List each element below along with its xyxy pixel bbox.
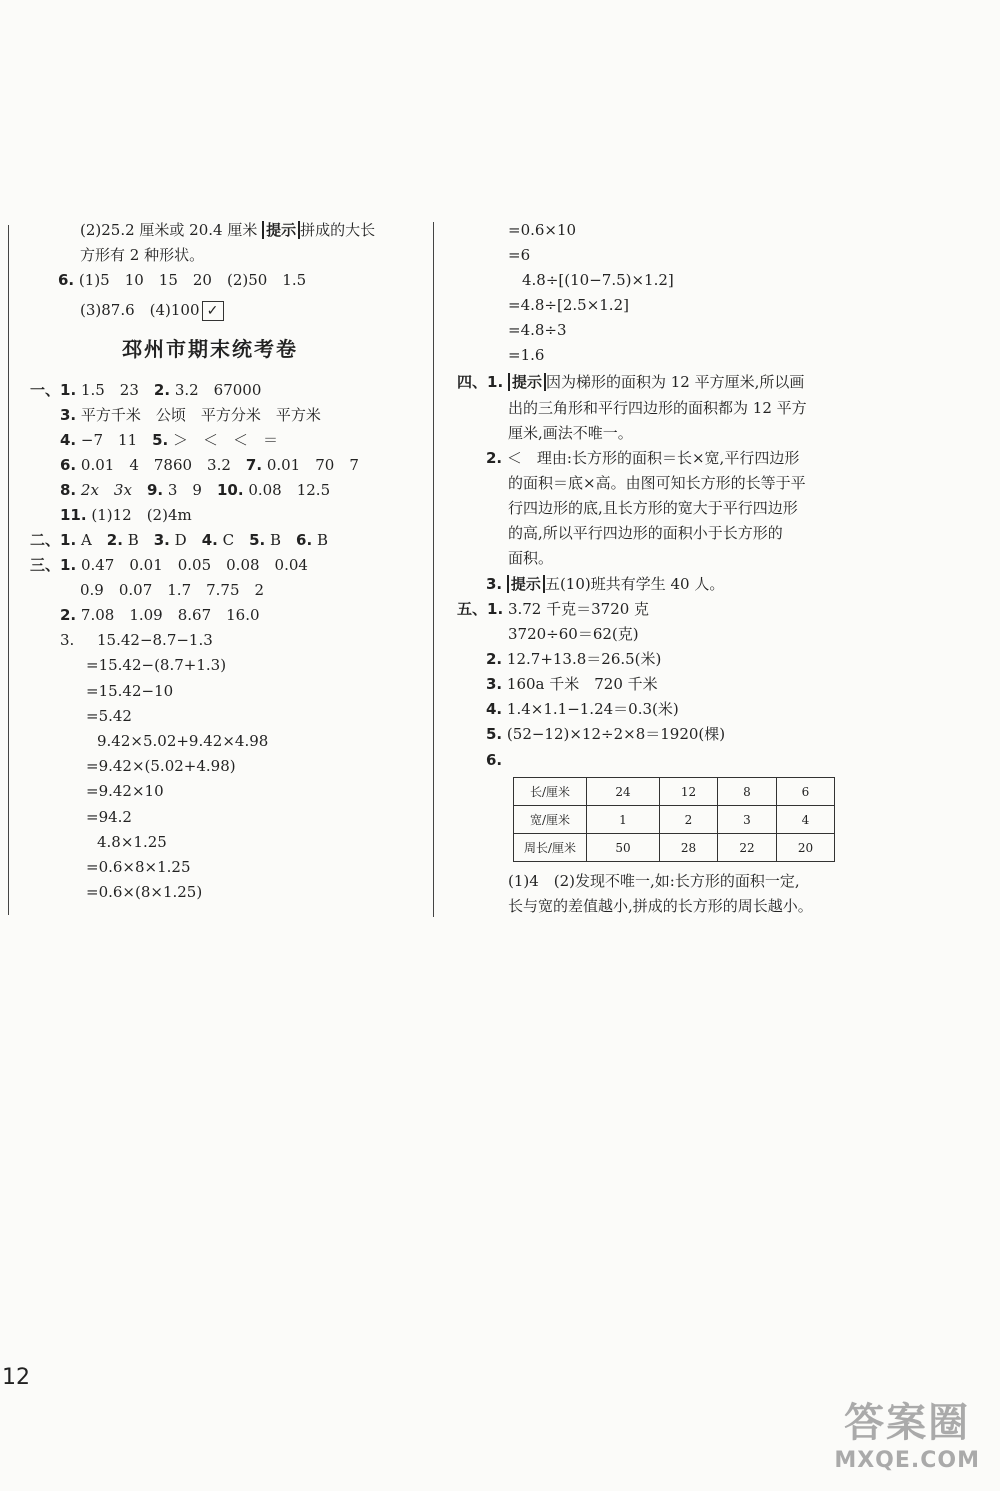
answer-text: 五(10)班共有学生 40 人。 <box>544 575 725 593</box>
answer-text: 3 9 <box>167 481 217 499</box>
answer-text: 3.2 67000 <box>174 381 262 399</box>
question-number: 9. <box>146 481 164 499</box>
question-number: 3. <box>153 531 170 549</box>
question-number: 2. <box>486 650 503 668</box>
answer-text: 1.5 23 <box>80 381 154 399</box>
question-number: 1. <box>487 600 504 618</box>
answer-line <box>58 268 306 292</box>
question-number: 5. <box>486 725 503 743</box>
hint-tag: 提示 <box>508 373 546 391</box>
answer-line <box>457 597 649 621</box>
answer-line: (1)4 (2)发现不唯一,如:长方形的面积一定, <box>508 872 800 890</box>
answer-text: 0.47 0.01 0.05 0.08 0.04 <box>80 556 308 574</box>
section-label: 二、 <box>30 531 61 549</box>
answer-text: 平方千米 公顷 平方分米 平方米 <box>80 406 321 424</box>
question-number: 3. <box>60 631 75 649</box>
calc-step: =4.8÷3 <box>508 321 567 339</box>
answer-line: 出的三角形和平行四边形的面积都为 12 平方 <box>508 399 807 417</box>
table-cell: 周长/厘米 <box>514 834 587 862</box>
answer-line <box>60 503 192 527</box>
question-number: 6. <box>486 751 503 769</box>
calc-step: 4.8÷[(10−7.5)×1.2] <box>522 271 674 289</box>
answer-text: 0.08 12.5 <box>248 481 331 499</box>
data-table <box>513 777 835 862</box>
column-divider <box>433 222 434 917</box>
calc-step: 15.42−8.7−1.3 <box>97 631 213 649</box>
answer-text: 12.7+13.8＝26.5(米) <box>506 650 662 668</box>
table-cell: 8 <box>718 778 777 806</box>
question-number: 11. <box>60 506 87 524</box>
answer-line: 面积。 <box>508 549 554 567</box>
question-number: 10. <box>216 481 244 499</box>
question-number: 6. <box>60 456 77 474</box>
section-label: 五、 <box>457 600 488 618</box>
page-number: 12 <box>2 1365 30 1390</box>
answer-text: (52−12)×12÷2×8＝1920(棵) <box>506 725 726 743</box>
answer-line: 的高,所以平行四边形的面积小于长方形的 <box>508 524 783 542</box>
answer-line: 行四边形的底,且长方形的宽大于平行四边形 <box>508 499 798 517</box>
question-number: 8. <box>60 481 77 499</box>
answer-text: 因为梯形的面积为 12 平方厘米,所以画 <box>545 373 805 391</box>
answer-line <box>60 453 359 477</box>
answer-text: (1)5 10 15 20 (2)50 1.5 <box>78 271 307 289</box>
calc-step: =0.6×8×1.25 <box>86 858 191 876</box>
table-cell: 2 <box>660 806 718 834</box>
question-number: 2. <box>106 531 123 549</box>
answer-line <box>80 218 375 242</box>
answer-text: A <box>80 531 107 549</box>
table-row <box>514 834 835 862</box>
answer-text: (3)87.6 (4)100 <box>80 301 200 319</box>
table-cell: 宽/厘米 <box>514 806 587 834</box>
table-cell: 1 <box>587 806 660 834</box>
question-number: 2. <box>486 449 503 467</box>
section-title: 邳州市期末统考卷 <box>122 337 298 361</box>
answer-text: D <box>174 531 202 549</box>
hint-tag: 提示 <box>262 221 300 239</box>
question-number: 1. <box>487 373 504 391</box>
answer-line <box>486 722 725 746</box>
answer-text: (1)12 (2)4m <box>91 506 192 524</box>
answer-line <box>30 378 261 402</box>
watermark-url: MXQE.COM <box>834 1448 980 1473</box>
hint-tag: 提示 <box>507 575 545 593</box>
question-number: 6. <box>58 271 75 289</box>
question-number: 3. <box>60 406 77 424</box>
answer-text: B <box>316 531 328 549</box>
calc-step: =94.2 <box>86 808 132 826</box>
watermark-title: 答案圈 <box>844 1400 971 1446</box>
answer-line: 3720÷60＝62(克) <box>508 625 639 643</box>
question-number: 1. <box>60 381 77 399</box>
calc-step: =4.8÷[2.5×1.2] <box>508 296 629 314</box>
question-number: 4. <box>486 700 503 718</box>
answer-line <box>486 672 658 696</box>
calc-step: 9.42×5.02+9.42×4.98 <box>97 732 269 750</box>
calc-step: 4.8×1.25 <box>97 833 167 851</box>
calc-step: =0.6×10 <box>508 221 577 239</box>
calc-step: =6 <box>508 246 531 264</box>
answer-text: 拼成的大长 <box>300 221 376 239</box>
answer-line <box>30 528 328 552</box>
answer-line: 长与宽的差值越小,拼成的长方形的周长越小。 <box>508 897 813 915</box>
answer-line <box>486 697 679 721</box>
question-number: 1. <box>60 531 77 549</box>
calc-step: =5.42 <box>86 707 132 725</box>
table-cell: 长/厘米 <box>514 778 587 806</box>
answer-line <box>60 428 278 452</box>
question-number: 2. <box>60 606 77 624</box>
answer-text: C <box>222 531 250 549</box>
answer-text: 0.01 70 7 <box>266 456 359 474</box>
left-margin-rule <box>8 225 9 915</box>
table-cell: 6 <box>777 778 835 806</box>
question-number: 6. <box>296 531 313 549</box>
answer-text: 2x 3x <box>80 481 147 499</box>
table-cell: 3 <box>718 806 777 834</box>
calc-step: =1.6 <box>508 346 545 364</box>
answer-text: 7.08 1.09 8.67 16.0 <box>80 606 260 624</box>
answer-text: 3.72 千克＝3720 克 <box>507 600 650 618</box>
question-number: 5. <box>152 431 169 449</box>
calc-step: =15.42−(8.7+1.3) <box>86 656 227 674</box>
question-number: 3. <box>486 575 503 593</box>
question-number: 4. <box>60 431 77 449</box>
answer-line <box>60 403 321 427</box>
table-cell: 28 <box>660 834 718 862</box>
table-cell: 50 <box>587 834 660 862</box>
question-number: 2. <box>153 381 171 399</box>
question-number: 7. <box>245 456 263 474</box>
calc-step: =9.42×10 <box>86 782 164 800</box>
answer-line: 的面积＝底×高。由图可知长方形的长等于平 <box>508 474 806 492</box>
table-cell: 4 <box>777 806 835 834</box>
answer-text: −7 11 <box>80 431 153 449</box>
answer-line: 方形有 2 种形状。 <box>80 246 205 264</box>
answer-line <box>486 572 724 596</box>
table-cell: 24 <box>587 778 660 806</box>
question-number: 1. <box>60 556 77 574</box>
table-cell: 20 <box>777 834 835 862</box>
section-label: 一、 <box>30 381 61 399</box>
table-cell: 12 <box>660 778 718 806</box>
answer-line: 厘米,画法不唯一。 <box>508 424 633 442</box>
table-row <box>514 778 835 806</box>
section-label: 四、 <box>457 373 488 391</box>
calc-step: =15.42−10 <box>86 682 174 700</box>
answer-text: 160a 千米 720 千米 <box>506 675 658 693</box>
question-number: 4. <box>201 531 218 549</box>
table-cell: 22 <box>718 834 777 862</box>
answer-line <box>486 748 502 772</box>
answer-line <box>80 298 224 322</box>
answer-text: ＜ 理由:长方形的面积＝长×宽,平行四边形 <box>506 449 800 467</box>
question-number: 3. <box>486 675 503 693</box>
answer-text: 0.01 4 7860 3.2 <box>80 456 246 474</box>
checkmark-icon: ✓ <box>202 301 224 321</box>
answer-line <box>60 603 260 627</box>
answer-text: B <box>127 531 154 549</box>
table-row <box>514 806 835 834</box>
calc-step: =0.6×(8×1.25) <box>86 883 203 901</box>
answer-line <box>486 647 661 671</box>
answer-text: ＞ ＜ ＜ ＝ <box>173 431 279 449</box>
answer-text: 1.4×1.1−1.24＝0.3(米) <box>506 700 679 718</box>
question-number: 5. <box>249 531 266 549</box>
answer-line <box>486 446 799 470</box>
answer-line <box>60 478 330 502</box>
section-label: 三、 <box>30 556 61 574</box>
calc-step: =9.42×(5.02+4.98) <box>86 757 236 775</box>
answer-text: (2)25.2 厘米或 20.4 厘米 <box>80 221 258 239</box>
answer-line: 0.9 0.07 1.7 7.75 2 <box>80 581 265 599</box>
answer-line <box>457 370 804 394</box>
watermark-logo <box>834 1391 980 1473</box>
answer-line <box>30 553 308 577</box>
answer-text: B <box>270 531 297 549</box>
